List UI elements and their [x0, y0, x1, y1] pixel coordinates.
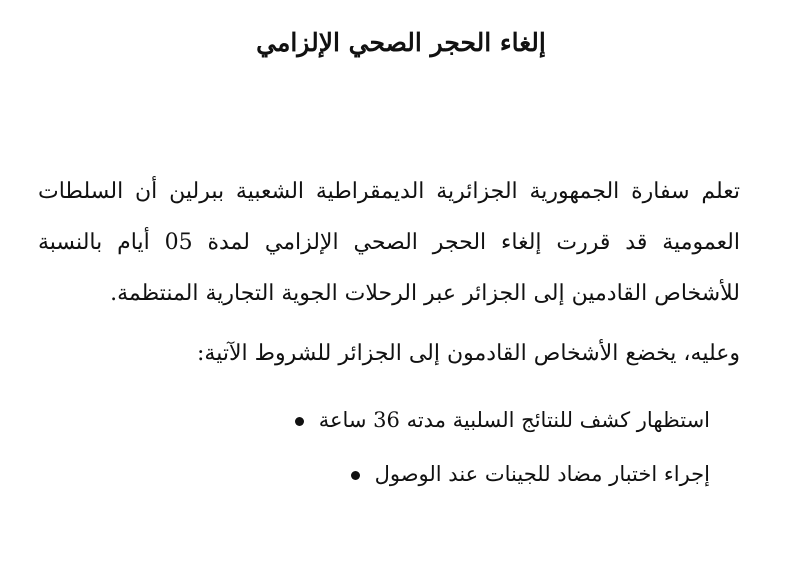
announcement-paragraph: تعلم سفارة الجمهورية الجزائرية الديمقراطية الشعبية ببرلين أن السلطات العمومية قد قررت إلغاء الحجر الصحي الإلزامي لمدة 05 أيام بالنسبة للأشخاص القادمين إلى الجزائر عبر الرحلات الجوية التجارية المنتظمة.	[38, 179, 740, 306]
condition-text: استظهار كشف للنتائج السلبية مدته 36 ساعة	[318, 408, 710, 432]
document-title: إلغاء الحجر الصحي الإلزامي	[256, 28, 546, 57]
condition-list-item	[90, 450, 710, 498]
bullet-icon	[351, 471, 360, 480]
conditions-intro: وعليه، يخضع الأشخاص القادمون إلى الجزائر للشروط الآتية:	[196, 341, 740, 366]
condition-list-item	[90, 396, 710, 444]
bullet-icon	[295, 417, 304, 426]
condition-text: إجراء اختبار مضاد للجينات عند الوصول	[374, 462, 710, 486]
conditions-list	[90, 396, 710, 504]
